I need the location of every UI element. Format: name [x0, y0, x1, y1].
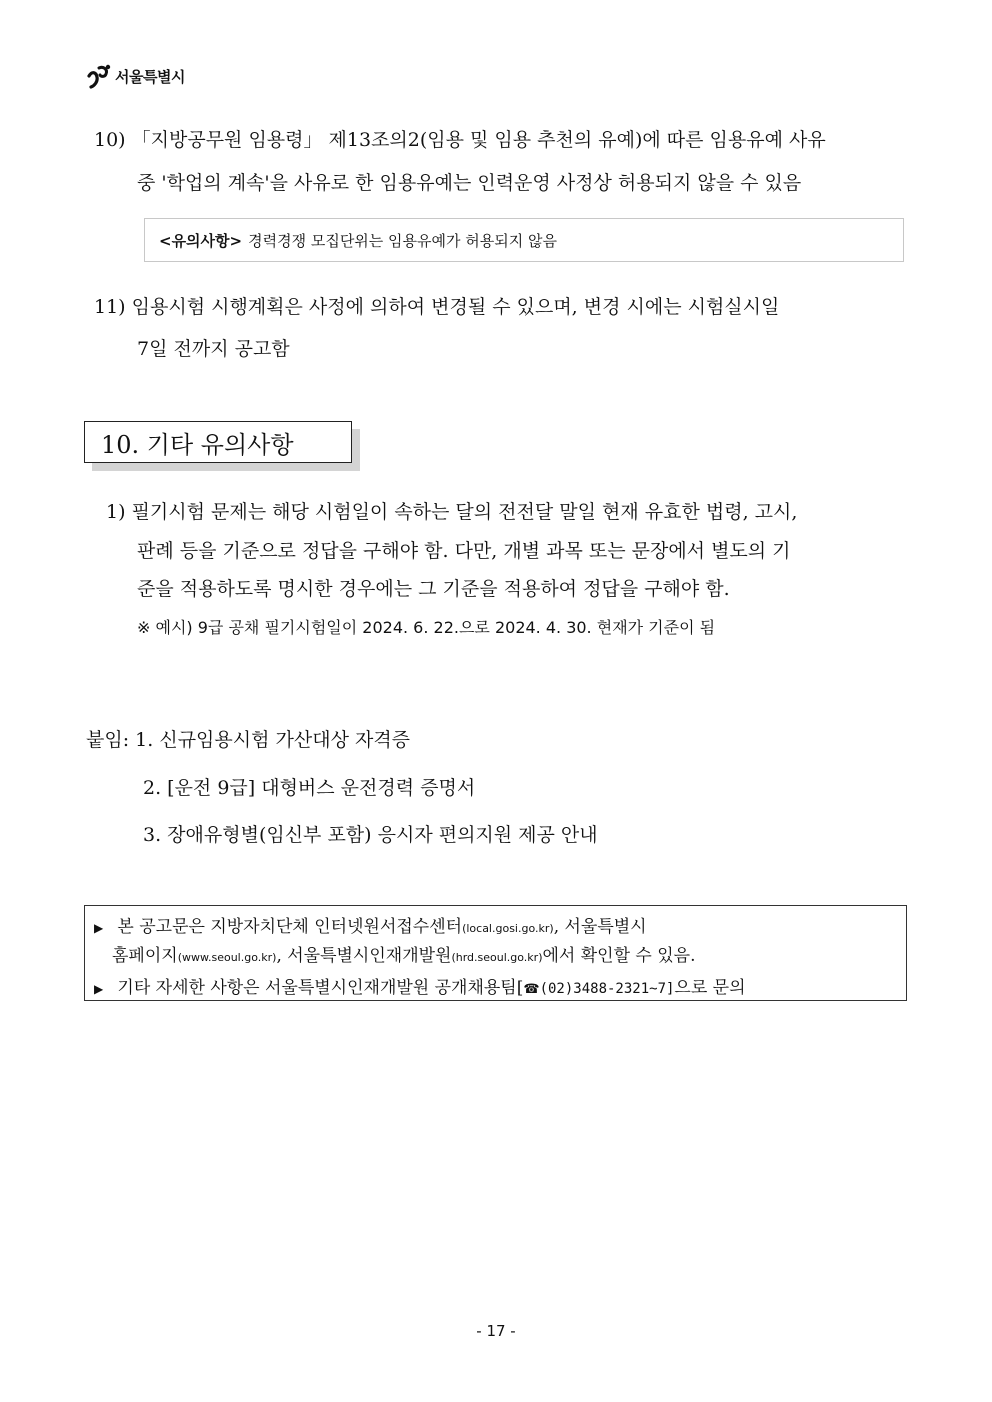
- logo-text: 서울특별시: [115, 67, 185, 86]
- info-url: (www.seoul.go.kr): [177, 951, 277, 964]
- attachment-item: 2. [운전 9급] 대형버스 운전경력 증명서: [143, 777, 476, 799]
- item-text-line: 「지방공무원 임용령」 제13조의2(임용 및 임용 추천의 유예)에 따른 임용유예 사유: [131, 129, 826, 151]
- section-item-1: [106, 503, 797, 522]
- info-text: 기타 자세한 사항은 서울특별시인재개발원 공개채용팀[: [117, 978, 524, 998]
- info-line-3: [94, 973, 746, 998]
- info-url: (local.gosi.go.kr): [462, 922, 554, 935]
- section-heading: [84, 421, 352, 463]
- section-item-1-line3: 준을 적용하도록 명시한 경우에는 그 기준을 적용하여 정답을 구해야 함.: [137, 578, 730, 600]
- info-text: , 서울특별시: [553, 917, 647, 937]
- info-text: 본 공고문은 지방자치단체 인터넷원서접수센터: [117, 917, 463, 937]
- attachment-item: 1. 신규임용시험 가산대상 자격증: [135, 729, 411, 751]
- attachments: [86, 731, 410, 750]
- triangle-bullet-icon: ▶: [94, 921, 104, 935]
- attachments-label: 붙임:: [86, 729, 130, 751]
- item-number: 1): [106, 501, 126, 523]
- section-title: 10. 기타 유의사항: [101, 430, 294, 459]
- item-number: 10): [94, 129, 126, 151]
- section-item-1-line2: 판례 등을 기준으로 정답을 구해야 함. 다만, 개별 과목 또는 문장에서 별도의 기: [137, 540, 791, 562]
- info-text: 으로 문의: [674, 978, 746, 998]
- page-number: - 17 -: [476, 1322, 516, 1340]
- info-line-1: [94, 912, 647, 937]
- info-text: 에서 확인할 수 있음.: [542, 946, 696, 966]
- item-11: [94, 298, 779, 317]
- item-10: [94, 131, 826, 150]
- item-text-line: 필기시험 문제는 해당 시험일이 속하는 달의 전전달 말일 현재 유효한 법령, 고시,: [131, 501, 798, 523]
- caution-text: 경력경쟁 모집단위는 임용유예가 허용되지 않음: [248, 231, 557, 250]
- item-10-line2: 중 '학업의 계속'을 사유로 한 임용유예는 인력운영 사정상 허용되지 않을 수 있음: [137, 172, 802, 194]
- info-line-2: [112, 941, 696, 966]
- caution-label: <유의사항>: [159, 231, 243, 250]
- caution-note-box: [144, 218, 904, 262]
- seoul-logo: [86, 62, 185, 90]
- item-text-line: 임용시험 시행계획은 사정에 의하여 변경될 수 있으며, 변경 시에는 시험실시일: [131, 296, 780, 318]
- triangle-bullet-icon: ▶: [94, 982, 104, 996]
- seoul-logo-icon: [86, 63, 112, 89]
- item-number: 11): [94, 296, 126, 318]
- info-url: (hrd.seoul.go.kr): [451, 951, 543, 964]
- info-text: 홈페이지: [112, 946, 178, 966]
- phone-number: (02)3488-2321~7]: [539, 981, 675, 997]
- phone-icon: ☎: [523, 982, 540, 997]
- item-11-line2: 7일 전까지 공고함: [137, 338, 290, 360]
- section-item-1-example: ※ 예시) 9급 공채 필기시험일이 2024. 6. 22.으로 2024. 4. 30. 현재가 기준이 됨: [137, 618, 716, 637]
- attachment-item: 3. 장애유형별(임신부 포함) 응시자 편의지원 제공 안내: [143, 824, 598, 846]
- info-text: , 서울특별시인재개발원: [276, 946, 452, 966]
